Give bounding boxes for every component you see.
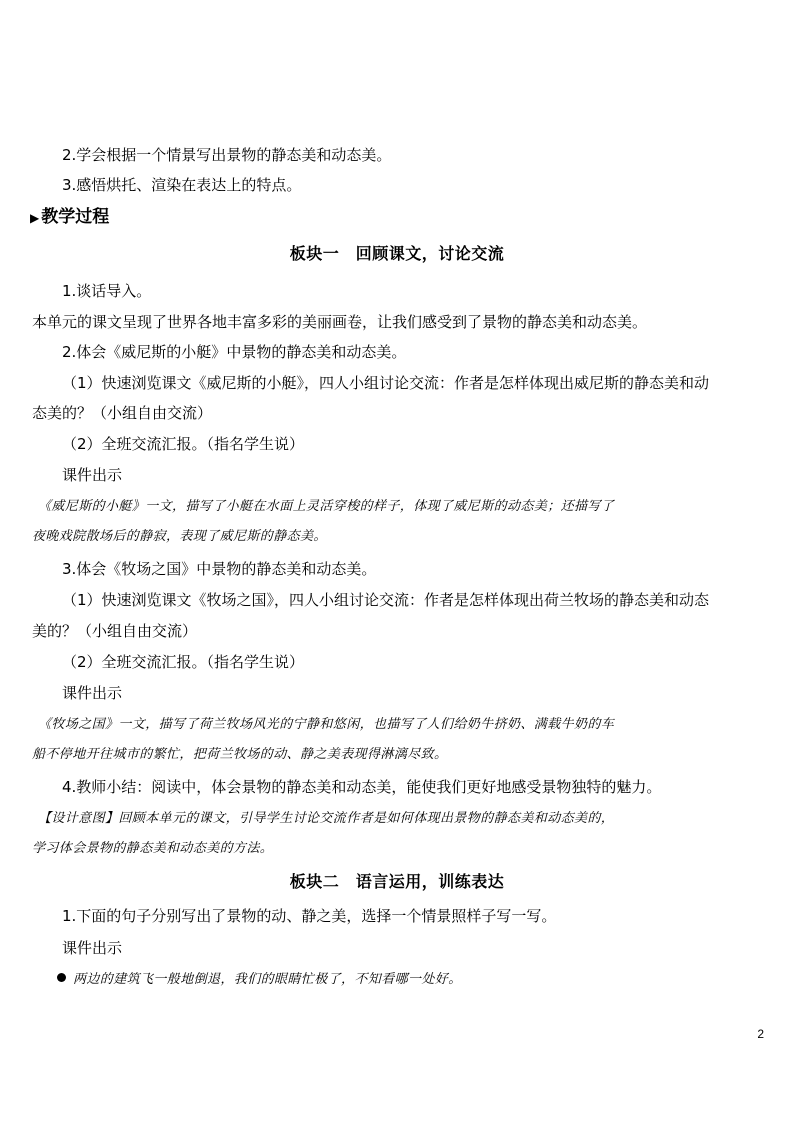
triangle-marker-icon: ▶ [30, 211, 40, 225]
courseware-label-3: 课件出示 [62, 939, 123, 957]
block1-step2: 2.体会《威尼斯的小艇》中景物的静态美和动态美。 [62, 343, 407, 361]
objective-item-2: 2.学会根据一个情景写出景物的静态美和动态美。 [62, 146, 392, 164]
block1-step2-sub2: （2）全班交流汇报。（指名学生说） [62, 435, 305, 453]
block1-title: 板块一 回顾课文，讨论交流 [289, 244, 505, 263]
objective-item-3: 3.感悟烘托、渲染在表达上的特点。 [62, 176, 302, 194]
example-sentence [57, 970, 781, 990]
courseware-text-1-line2: 夜晚戏院散场后的静寂，表现了威尼斯的静态美。 [32, 529, 327, 544]
design-intent-line2: 学习体会景物的静态美和动态美的方法。 [32, 841, 274, 856]
block1-step3: 3.体会《牧场之国》中景物的静态美和动态美。 [62, 560, 377, 578]
block1-step3-sub1-line1: （1）快速浏览课文《牧场之国》，四人小组讨论交流：作者是怎样体现出荷兰牧场的静态美和动态 [62, 591, 710, 609]
block1-summary: 4.教师小结：阅读中，体会景物的静态美和动态美，能使我们更好地感受景物独特的魅力。 [62, 778, 662, 796]
block1-step1: 1.谈话导入。 [62, 282, 152, 300]
courseware-label-2: 课件出示 [62, 684, 123, 702]
courseware-label-1: 课件出示 [62, 466, 123, 484]
block1-step3-sub2: （2）全班交流汇报。（指名学生说） [62, 653, 305, 671]
bullet-icon [57, 973, 66, 982]
block2-step1: 1.下面的句子分别写出了景物的动、静之美，选择一个情景照样子写一写。 [62, 907, 557, 925]
block1-step3-sub1-line2: 美的？（小组自由交流） [32, 622, 198, 640]
block1-step2-sub1-line1: （1）快速浏览课文《威尼斯的小艇》，四人小组讨论交流：作者是怎样体现出威尼斯的静态美和动 [62, 374, 710, 392]
design-intent-line1: 【设计意图】回顾本单元的课文，引导学生讨论交流作者是如何体现出景物的静态美和动态美的， [38, 811, 615, 826]
page-number: 2 [757, 1027, 764, 1041]
block1-step2-sub1-line2: 态美的？（小组自由交流） [32, 404, 213, 422]
teaching-process-heading [30, 207, 760, 228]
block1-intro: 本单元的课文呈现了世界各地丰富多彩的美丽画卷，让我们感受到了景物的静态美和动态美。 [32, 313, 648, 331]
example-sentence-text: 两边的建筑飞一般地倒退，我们的眼睛忙极了，不知看哪一处好。 [73, 972, 462, 987]
courseware-text-2-line2: 船不停地开往城市的繁忙，把荷兰牧场的动、静之美表现得淋漓尽致。 [32, 747, 448, 762]
teaching-process-title: 教学过程 [41, 207, 110, 227]
courseware-text-1-line1: 《威尼斯的小艇》一文，描写了小艇在水面上灵活穿梭的样子，体现了威尼斯的动态美；还描写了 [38, 499, 615, 514]
courseware-text-2-line1: 《牧场之国》一文，描写了荷兰牧场风光的宁静和悠闲，也描写了人们给奶牛挤奶、满载牛奶的车 [38, 717, 615, 732]
block2-title: 板块二 语言运用，训练表达 [289, 872, 505, 891]
